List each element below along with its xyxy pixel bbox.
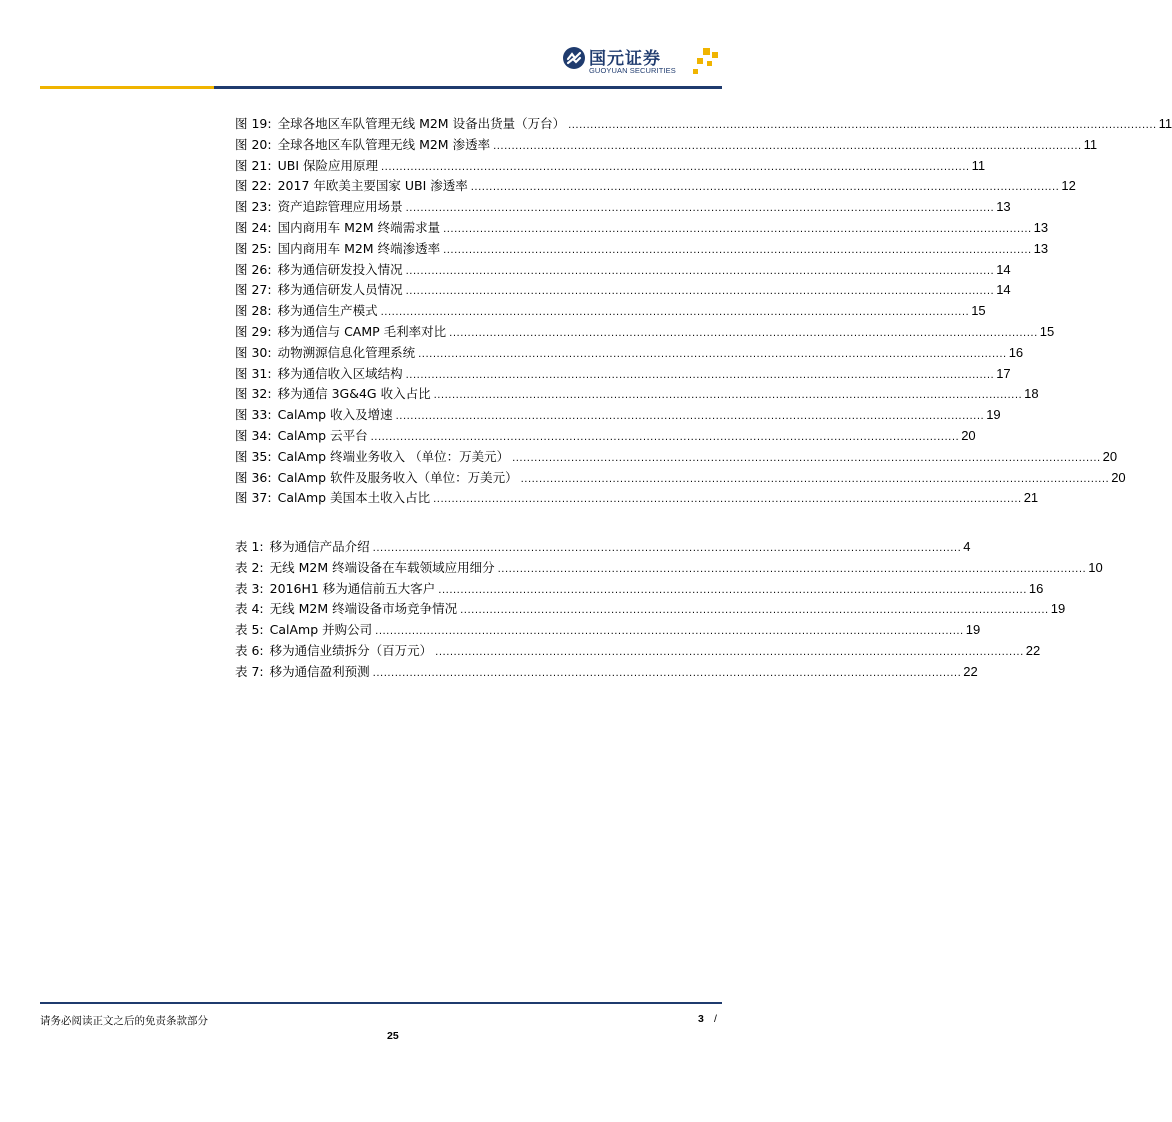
figure-entry-title: 国内商用车 M2M 终端需求量: [277, 219, 441, 235]
figure-entry[interactable]: [235, 364, 1011, 385]
figure-entry-title: 移为通信研发投入情况: [277, 261, 403, 277]
table-entry-title: 移为通信产品介绍: [269, 539, 370, 554]
figure-entry-label: 图 34:: [235, 427, 272, 443]
figure-entry-label: 图 25:: [235, 240, 272, 256]
figure-entry-page: 16: [1008, 344, 1024, 360]
figure-entry-page: 11: [1083, 136, 1098, 152]
table-entry-label: 表 7:: [235, 663, 264, 679]
figure-entry-title: 2017 年欧美主要国家 UBI 渗透率: [277, 178, 468, 194]
footer-document-number: 25: [387, 1030, 399, 1042]
table-entry-page: 19: [965, 622, 981, 638]
figure-entry-label: 图 29:: [235, 323, 272, 339]
table-entry[interactable]: [235, 599, 1066, 620]
figure-entry[interactable]: [235, 156, 986, 177]
figure-entry-title: CalAmp 美国本土收入占比: [277, 490, 431, 506]
figure-entry-label: 图 26:: [235, 261, 272, 277]
figure-entry-page: 15: [1039, 323, 1055, 339]
table-index: [235, 537, 1103, 683]
figure-entry-title: 移为通信与 CAMP 毛利率对比: [277, 323, 447, 339]
dot-leader: ................................................................................................................................................................: [443, 223, 1032, 235]
figure-entry-page: 14: [996, 261, 1011, 277]
dot-leader: ................................................................................................................................................................: [568, 120, 1157, 131]
table-entry-page: 4: [963, 539, 971, 554]
table-entry-title: 移为通信盈利预测: [269, 663, 370, 679]
dot-leader: ................................................................................................................................................................: [493, 140, 1082, 152]
table-entry[interactable]: [235, 537, 971, 558]
figure-entry-title: CalAmp 终端业务收入 （单位：万美元）: [277, 448, 510, 464]
figure-entry-label: 图 28:: [235, 303, 272, 319]
dot-leader: ................................................................................................................................................................: [470, 182, 1060, 194]
dot-leader: ................................................................................................................................................................: [418, 348, 1007, 360]
table-entry[interactable]: [235, 620, 981, 641]
dot-leader: ................................................................................................................................................................: [372, 667, 962, 679]
figure-entry-label: 图 24:: [235, 219, 272, 235]
dot-leader: ................................................................................................................................................................: [460, 605, 1049, 617]
dot-leader: ................................................................................................................................................................: [497, 563, 1087, 575]
dot-leader: ................................................................................................................................................................: [372, 543, 962, 554]
figure-entry[interactable]: [235, 260, 1011, 281]
dot-leader: ................................................................................................................................................................: [438, 584, 1027, 596]
page-header: [0, 0, 793, 100]
footer-page-number: 3: [698, 1013, 704, 1025]
dot-leader: ................................................................................................................................................................: [380, 307, 970, 319]
figure-index: [235, 114, 1172, 509]
footer-disclaimer: 请务必阅读正文之后的免责条款部分: [40, 1015, 208, 1027]
figure-entry[interactable]: [235, 488, 1039, 509]
figure-entry-page: 17: [996, 365, 1011, 381]
figure-entry-title: 国内商用车 M2M 终端渗透率: [277, 240, 441, 256]
header-rule-navy: [214, 86, 722, 89]
dot-leader: ................................................................................................................................................................: [405, 286, 995, 298]
dot-leader: ................................................................................................................................................................: [405, 369, 995, 381]
figure-entry-label: 图 37:: [235, 490, 272, 506]
figure-entry-title: 移为通信研发人员情况: [277, 282, 403, 298]
figure-entry[interactable]: [235, 114, 1172, 135]
figure-entry-label: 图 30:: [235, 344, 272, 360]
figure-entry-label: 图 32:: [235, 386, 272, 402]
figure-entry-label: 图 22:: [235, 178, 272, 194]
table-entry[interactable]: [235, 579, 1044, 600]
figure-entry-label: 图 19:: [235, 116, 272, 131]
table-entry-title: 无线 M2M 终端设备在车载领域应用细分: [269, 559, 495, 575]
brand-circle-icon: [562, 46, 586, 70]
table-entry[interactable]: [235, 641, 1041, 662]
figure-entry-label: 图 23:: [235, 199, 272, 215]
figure-entry[interactable]: [235, 218, 1049, 239]
table-entry[interactable]: [235, 558, 1103, 579]
figure-entry-page: 20: [1111, 469, 1126, 485]
figure-entry-title: 移为通信 3G&4G 收入占比: [277, 386, 431, 402]
figure-entry-title: CalAmp 软件及服务收入（单位：万美元）: [277, 469, 518, 485]
table-entry-label: 表 4:: [235, 601, 264, 617]
table-entry[interactable]: [235, 662, 978, 683]
brand-name-cn: 国元证券: [589, 49, 661, 69]
dot-leader: ................................................................................................................................................................: [512, 452, 1101, 464]
figure-entry-label: 图 20:: [235, 136, 272, 152]
figure-entry-title: 全球各地区车队管理无线 M2M 设备出货量（万台）: [277, 116, 566, 131]
figure-entry-label: 图 21:: [235, 157, 272, 173]
table-entry-page: 22: [1025, 642, 1041, 658]
figure-entry-title: 移为通信收入区域结构: [277, 365, 403, 381]
figure-entry-title: CalAmp 收入及增速: [277, 407, 393, 423]
figure-entry[interactable]: [235, 239, 1049, 260]
figure-entry-label: 图 27:: [235, 282, 272, 298]
figure-entry[interactable]: [235, 343, 1024, 364]
brand-squares-icon: [693, 48, 721, 76]
figure-entry[interactable]: [235, 176, 1076, 197]
figure-entry[interactable]: [235, 468, 1126, 489]
dot-leader: ................................................................................................................................................................: [433, 494, 1022, 506]
table-entry-page: 10: [1088, 559, 1103, 575]
figure-entry-page: 19: [986, 407, 1001, 423]
dot-leader: ................................................................................................................................................................: [443, 244, 1032, 256]
dot-leader: ................................................................................................................................................................: [375, 626, 964, 638]
table-entry-label: 表 5:: [235, 622, 264, 638]
dot-leader: ................................................................................................................................................................: [370, 431, 960, 443]
dot-leader: ................................................................................................................................................................: [405, 265, 995, 277]
figure-entry[interactable]: [235, 197, 1011, 218]
figure-entry-page: 13: [996, 199, 1011, 215]
figure-entry[interactable]: [235, 426, 976, 447]
table-entry-label: 表 3:: [235, 580, 264, 596]
header-rule-gold: [40, 86, 214, 89]
figure-entry[interactable]: [235, 280, 1011, 301]
figure-entry-page: 15: [971, 303, 986, 319]
figure-entry-page: 11: [971, 157, 986, 173]
figure-entry-label: 图 31:: [235, 365, 272, 381]
figure-entry-page: 12: [1061, 178, 1076, 194]
figure-entry-title: 移为通信生产模式: [277, 303, 378, 319]
figure-entry-page: 18: [1024, 386, 1039, 402]
dot-leader: ................................................................................................................................................................: [520, 473, 1110, 485]
dot-leader: ................................................................................................................................................................: [395, 411, 985, 423]
figure-entry-title: 动物溯源信息化管理系统: [277, 344, 416, 360]
table-entry-label: 表 2:: [235, 559, 264, 575]
dot-leader: ................................................................................................................................................................: [380, 161, 970, 173]
table-entry-label: 表 6:: [235, 642, 264, 658]
brand-name-en: GUOYUAN SECURITIES: [589, 66, 676, 75]
table-entry-title: CalAmp 并购公司: [269, 622, 373, 638]
dot-leader: ................................................................................................................................................................: [405, 203, 995, 215]
figure-entry-page: 20: [1102, 448, 1118, 464]
figure-entry-label: 图 35:: [235, 448, 272, 464]
table-entry-title: 无线 M2M 终端设备市场竞争情况: [269, 601, 458, 617]
figure-entry-page: 11: [1158, 116, 1172, 131]
figure-entry[interactable]: [235, 135, 1098, 156]
figure-entry[interactable]: [235, 384, 1039, 405]
table-entry-page: 19: [1050, 601, 1066, 617]
figure-entry-title: 全球各地区车队管理无线 M2M 渗透率: [277, 136, 491, 152]
dot-leader: ................................................................................................................................................................: [435, 646, 1024, 658]
dot-leader: ................................................................................................................................................................: [433, 390, 1023, 402]
dot-leader: ................................................................................................................................................................: [449, 327, 1038, 339]
figure-entry-title: UBI 保险应用原理: [277, 157, 378, 173]
figure-entry-page: 13: [1033, 219, 1049, 235]
figure-entry-page: 20: [961, 427, 976, 443]
figure-entry[interactable]: [235, 405, 1001, 426]
figure-entry-title: 资产追踪管理应用场景: [277, 199, 403, 215]
figure-entry-page: 14: [996, 282, 1011, 298]
table-entry-page: 16: [1028, 580, 1044, 596]
brand-logo: [562, 44, 722, 80]
table-entry-title: 移为通信业绩拆分（百万元）: [269, 642, 433, 658]
figure-entry[interactable]: [235, 301, 986, 322]
figure-entry-label: 图 33:: [235, 407, 272, 423]
footer-page-separator: /: [714, 1013, 717, 1025]
table-entry-page: 22: [963, 663, 978, 679]
table-entry-label: 表 1:: [235, 539, 264, 554]
figure-entry[interactable]: [235, 322, 1055, 343]
figure-entry-label: 图 36:: [235, 469, 272, 485]
figure-entry-title: CalAmp 云平台: [277, 427, 368, 443]
footer-rule: [40, 1002, 722, 1004]
figure-entry-page: 13: [1033, 240, 1049, 256]
figure-entry[interactable]: [235, 447, 1118, 468]
table-entry-title: 2016H1 移为通信前五大客户: [269, 580, 436, 596]
figure-entry-page: 21: [1023, 490, 1039, 506]
